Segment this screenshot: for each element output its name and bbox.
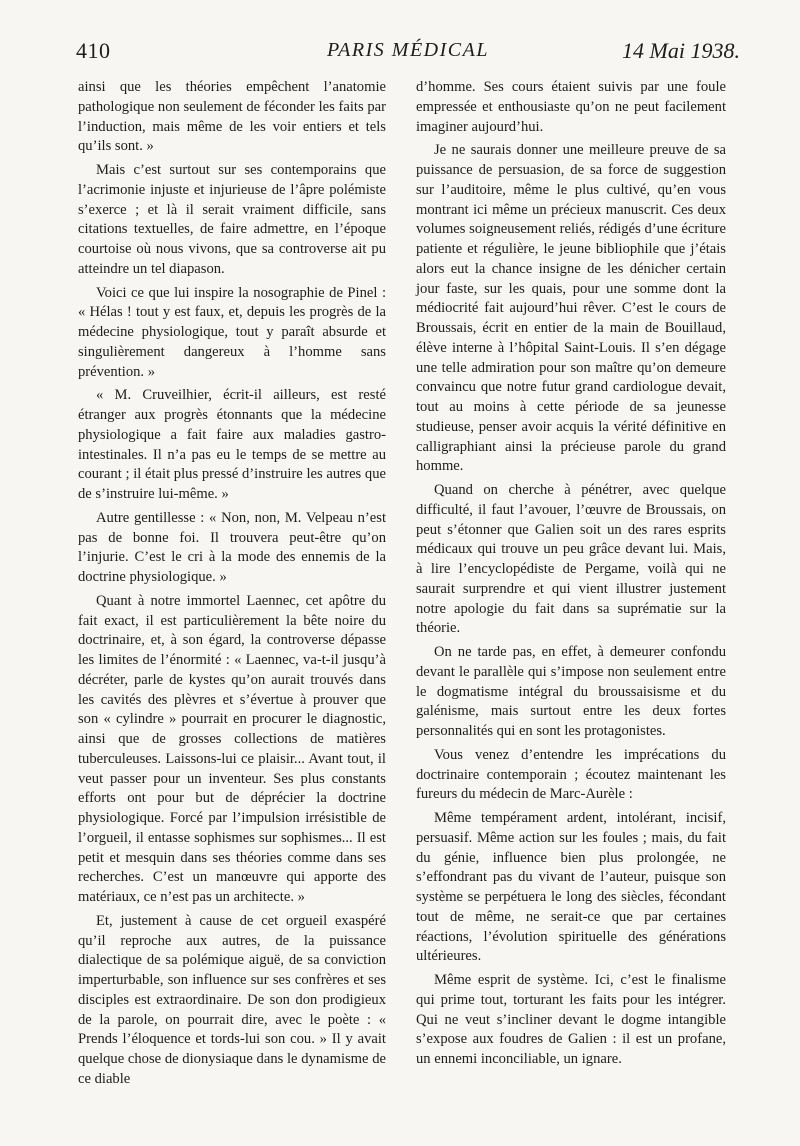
page-header <box>76 38 740 66</box>
paragraph: Et, justement à cause de cet orgueil exaspéré qu’il reproche aux autres, de la puissance dialectique de sa polémique aiguë, de sa conviction imperturbable, son influence sur ses confrères et ses disciples est extraordinaire. De son don prodigieux de la parole, on pourrait dire, avec le poète : « Prends l’éloquence et tords-lui son cou. » Il y avait quelque chose de dionysiaque dans le dynamisme de ce diable <box>78 912 386 1087</box>
paragraph: Même tempérament ardent, intolérant, incisif, persuasif. Même action sur les foules ; mais, du fait du génie, influence bien plus prolongée, ne s’effondrant pas du vivant de l’auteur, puisque son système se perpétuera le long des siècles, fécondant tout de même, ne serait-ce que par certaines réactions, l’évolution spirituelle des générations ultérieures. <box>416 810 726 965</box>
journal-title: PARIS MÉDICAL <box>327 39 489 61</box>
issue-date: 14 Mai 1938. <box>622 38 740 63</box>
page-number: 410 <box>76 38 111 63</box>
paragraph: « M. Cruveilhier, écrit-il ailleurs, est resté étranger aux progrès étonnants que la médecine physiologique a fait faire aux maladies gastro-intestinales. Il n’a pas eu le temps de se mettre au courant ; il était plus pressé d’instruire les autres que de s’instruire lui-même. » <box>78 387 386 502</box>
paragraph: Vous venez d’entendre les imprécations du doctrinaire contemporain ; écoutez maintenant les fureurs du médecin de Marc-Aurèle : <box>416 746 726 803</box>
paragraph: Je ne saurais donner une meilleure preuve de sa puissance de persuasion, de sa force de suggestion sur l’auditoire, même le plus cultivé, qu’en vous montrant ici même un précieux manuscrit. Ces deux volumes soigneusement reliés, rédigés d’une écriture patiente et régulière, le jeune bibliophile que j’étais alors eut la chance insigne de les dénicher certain jour faste, sur les quais, pour une somme dont la médiocrité fait aujourd’hui rêver. C’est le cours de Broussais, écrit en entier de la main de Bouillaud, élève interne à l’hôpital Saint-Louis. Il s’en dégage une telle admiration pour son maître qu’on demeure convaincu que notre futur grand cardiologue devait, tout au moins à cette période de sa jeunesse studieuse, penser avoir acquis la vérité définitive en calligraphiant ainsi la précieuse parole du grand homme. <box>416 142 726 475</box>
paragraph: Quand on cherche à pénétrer, avec quelque difficulté, il faut l’avouer, l’œuvre de Broussais, on peut s’étonner que Galien soit un des rares esprits médicaux qui trouve un peu grâce devant lui. Mais, à lire l’encyclopédiste de Pergame, voilà qui ne saurait surprendre et qui vient illustrer justement notre apologie du fait dans sa suprématie sur la théorie. <box>416 482 726 637</box>
right-column <box>416 78 726 1074</box>
paragraph: ainsi que les théories empêchent l’anatomie pathologique non seulement de féconder les faits par l’induction, mais même de les voir entiers et tels qu’ils sont. » <box>78 79 386 155</box>
paragraph: Voici ce que lui inspire la nosographie de Pinel : « Hélas ! tout y est faux, et, depuis les progrès de la médecine physiologique, tout y paraît absurde et singulièrement dangereux à l’homme sans prévention. » <box>78 284 386 380</box>
left-column <box>78 78 386 1094</box>
paragraph: Même esprit de système. Ici, c’est le finalisme qui prime tout, torturant les faits pour les intégrer. Qui ne veut s’incliner devant le dogme intangible s’expose aux foudres de Galien : il est un profane, un ennemi inconciliable, un ignare. <box>416 972 726 1067</box>
paragraph: d’homme. Ses cours étaient suivis par une foule empressée et enthousiaste qu’on ne peut facilement imaginer aujourd’hui. <box>416 79 726 135</box>
paragraph: Autre gentillesse : « Non, non, M. Velpeau n’est pas de bonne foi. Il trouvera peut-être qu’on l’injurie. C’est le cri à la mode des ennemis de la doctrine physiologique. » <box>78 509 386 585</box>
paragraph: Mais c’est surtout sur ses contemporains que l’acrimonie injuste et injurieuse de l’âpre polémiste s’exerce ; et là il serait vraiment difficile, sans citations textuelles, de faire admettre, en l’époque courtoise où nous vivons, que sa controverse ait pu atteindre un tel diapason. <box>78 162 386 277</box>
paragraph: Quant à notre immortel Laennec, cet apôtre du fait exact, il est particulièrement la bête noire du doctrinaire, et, à son égard, la controverse dépasse les limites de l’énormité : « Laennec, va-t-il jusqu’à décréter, parle de kystes qu’on aurait trouvés dans les cavités des plèvres et s’évertue à prouver que son « cylindre » pourrait en procurer le diagnostic, ainsi que de grosses collections de matières tuberculeuses. Laissons-lui ce plaisir... Avant tout, il veut passer pour un inventeur. Ses plus constants efforts ont pour but de déprécier la doctrine physiologique. Forcé par l’impulsion irrésistible de l’orgueil, il entasse sophismes sur sophismes... Il est petit et mesquin dans ses théories comme dans ses recherches. C’est un manœuvre qui apporte des matériaux, ce n’est pas un architecte. » <box>78 592 386 905</box>
paragraph: On ne tarde pas, en effet, à demeurer confondu devant le parallèle qui s’impose non seulement entre le dogmatisme intégral du broussaisisme et du galénisme, mais surtout entre les deux fortes personnalités qui en sont les protagonistes. <box>416 644 726 739</box>
